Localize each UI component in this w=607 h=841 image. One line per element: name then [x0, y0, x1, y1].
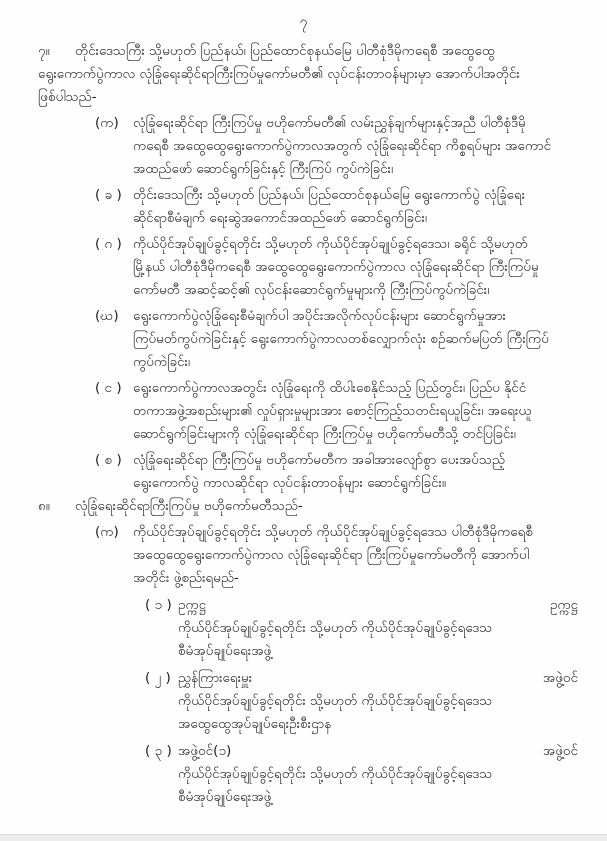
subitem-2-title: ညွှန်ကြားရေးမှူး	[178, 670, 253, 686]
item-8-ka-line-1: ကိုယ်ပိုင်အုပ်ချုပ်ခွင့်ရတိုင်း သို့မဟုတ် ကိုယ်ပိုင်အုပ်ချုပ်ခွင့်ရဒေသ ပါတီစုံဒီမိုကရေစီ	[133, 524, 533, 540]
item-label-kha: ( ခ )	[95, 187, 122, 203]
section-8-heading	[38, 495, 578, 518]
list-item-8-ka	[38, 521, 578, 590]
page-number: ၇	[299, 14, 308, 30]
section-7	[38, 40, 578, 495]
subitem-2-role: အဖွဲ့ဝင်	[542, 670, 578, 686]
item-8-ka-line-3: အတိုင်း ဖွဲ့စည်းရမည်-	[133, 570, 239, 586]
section-7-heading	[38, 40, 578, 63]
subitem-3-label: ( ၃ )	[145, 743, 172, 759]
subitem-3	[38, 740, 578, 809]
list-item-kha	[38, 184, 578, 230]
list-item-ga	[38, 233, 578, 302]
subitem-1-line-2: စီမံအုပ်ချုပ်ရေးအဖွဲ့	[178, 643, 272, 659]
list-item-gha	[38, 305, 578, 374]
subitem-2-line-2: အထွေထွေအုပ်ချုပ်ရေးဦးစီးဌာန	[178, 716, 332, 732]
item-ka-line-3: အထည်ဖော် ဆောင်ရွက်ခြင်းနှင့် ကြီးကြပ် ကွပ်ကဲခြင်း၊	[133, 161, 394, 177]
subitem-2	[38, 667, 578, 736]
section-7-intro-line-2: ရွေးကောက်ပွဲကာလ လုံခြုံရေးဆိုင်ရာကြီးကြပ်မှုကော်မတီ၏ လုပ်ငန်းတာဝန်များမှာ အောက်ပါအတိုင်း	[38, 66, 520, 82]
subitem-2-label: ( ၂ )	[145, 670, 171, 686]
item-label-sa: ( စ )	[95, 452, 122, 468]
list-item-ka	[38, 112, 578, 181]
item-nga-line-3: ဆောင်ရွက်ခြင်းများကို လုံခြုံရေးဆိုင်ရာ ကြီးကြပ်မှု ဗဟိုကော်မတီသို့ တင်ပြခြင်း၊	[133, 426, 516, 442]
item-nga-line-2: တကာအဖွဲ့အစည်းများ၏ လှုပ်ရှားမှုများအား စောင့်ကြည့်သတင်းရယူခြင်း၊ အရေးယူ	[133, 403, 532, 419]
subitem-3-title-row	[178, 740, 578, 763]
item-label-nga: ( င )	[95, 380, 122, 396]
item-nga-line-1: ရွေးကောက်ပွဲကာလအတွင်း လုံခြုံရေးကို ထိပါးစေနိုင်သည့် ပြည်တွင်း၊ ပြည်ပ နိုင်ငံ	[133, 380, 527, 396]
subitem-3-line-1: ကိုယ်ပိုင်အုပ်ချုပ်ခွင့်ရတိုင်း သို့မဟုတ် ကိုယ်ပိုင်အုပ်ချုပ်ခွင့်ရဒေသ	[178, 766, 493, 782]
item-gha-line-1: ရွေးကောက်ပွဲလုံခြုံရေးစီမံချက်ပါ အပိုင်းအလိုက်လုပ်ငန်းများ ဆောင်ရွက်မှုအား	[133, 308, 506, 324]
item-ka-line-2: ကရေစီ အထွေထွေရွေးကောက်ပွဲကာလအတွက် လုံခြုံရေးဆိုင်ရာ ကိစ္စရပ်များ အကောင်	[133, 138, 552, 154]
item-ga-line-2: မြို့နယ် ပါတီစုံဒီမိုကရေစီ အထွေထွေရွေးကောက်ပွဲကာလ လုံခြုံရေးဆိုင်ရာ ကြီးကြပ်မှု	[133, 259, 539, 275]
section-7-intro-line-3: ဖြစ်ပါသည်-	[38, 89, 97, 105]
subitem-3-role: အဖွဲ့ဝင်	[542, 743, 578, 759]
item-kha-line-2: ဆိုင်ရာစီမံချက် ရေးဆွဲအကောင်အထည်ဖော် ဆောင်ရွက်ခြင်း၊	[133, 210, 428, 226]
subitem-2-title-row	[178, 667, 578, 690]
subitem-1	[38, 594, 578, 663]
subitem-1-title: ဥက္ကဋ္ဌ	[178, 597, 207, 613]
section-7-number: ၇။	[38, 43, 50, 59]
section-8	[38, 495, 578, 809]
subitem-1-title-row	[178, 594, 578, 617]
item-ka-line-1: လုံခြုံရေးဆိုင်ရာ ကြီးကြပ်မှု ဗဟိုကော်မတီ၏ လမ်းညွှန်ချက်များနှင့်အညီ ပါတီစုံဒီမို	[133, 115, 526, 131]
subitem-1-label: ( ၁ )	[145, 597, 172, 613]
item-label-ga: ( ဂ )	[95, 236, 122, 252]
list-item-sa	[38, 449, 578, 495]
item-gha-line-3: ကွပ်ကဲခြင်း၊	[133, 354, 191, 370]
section-8-intro-line-1: လုံခြုံရေးဆိုင်ရာကြီးကြပ်မှု ဗဟိုကော်မတီသည်-	[75, 498, 303, 514]
subitem-3-title: အဖွဲ့ဝင်(၁)	[178, 743, 232, 759]
item-8-ka-line-2: အထွေထွေရွေးကောက်ပွဲကာလ လုံခြုံရေးဆိုင်ရာ ကြီးကြပ်မှုကော်မတီကို အောက်ပါ	[133, 547, 530, 563]
section-8-number: ၈။	[38, 498, 50, 514]
subitem-2-line-1: ကိုယ်ပိုင်အုပ်ချုပ်ခွင့်ရတိုင်း သို့မဟုတ် ကိုယ်ပိုင်အုပ်ချုပ်ခွင့်ရဒေသ	[178, 693, 493, 709]
item-gha-line-2: ကြပ်မတ်ကွပ်ကဲခြင်းနှင့် ရွေးကောက်ပွဲကာလတစ်လျှောက်လုံး စဉ်ဆက်မပြတ် ကြီးကြပ်	[133, 331, 549, 347]
item-kha-line-1: တိုင်းဒေသကြီး သို့မဟုတ် ပြည်နယ်၊ ပြည်ထောင်စုနယ်မြေ ရွေးကောက်ပွဲ လုံခြုံရေး	[133, 187, 526, 203]
subitem-1-role: ဥက္ကဋ္ဌ	[549, 597, 578, 613]
section-7-intro-line-1: တိုင်းဒေသကြီး သို့မဟုတ် ပြည်နယ်၊ ပြည်ထောင်စုနယ်မြေ ပါတီစုံဒီမိုကရေစီ အထွေထွေ	[75, 43, 495, 59]
page-content	[38, 40, 578, 809]
page-boundary	[0, 834, 607, 841]
list-item-nga	[38, 377, 578, 446]
item-sa-line-2: ရွေးကောက်ပွဲ ကာလဆိုင်ရာ လုပ်ငန်းတာဝန်များ ဆောင်ရွက်ခြင်း။	[133, 475, 446, 491]
item-label-ka: (က)	[95, 115, 119, 131]
item-label-8-ka: (က)	[95, 524, 119, 540]
item-sa-line-1: လုံခြုံရေးဆိုင်ရာ ကြီးကြပ်မှု ဗဟိုကော်မတီက အခါအားလျော်စွာ ပေးအပ်သည့်	[133, 452, 506, 468]
item-label-gha: (ဃ)	[95, 308, 119, 324]
item-ga-line-1: ကိုယ်ပိုင်အုပ်ချုပ်ခွင့်ရတိုင်း သို့မဟုတ် ကိုယ်ပိုင်အုပ်ချုပ်ခွင့်ရဒေသ၊ ခရိုင် သို့မဟုတ်	[133, 236, 528, 252]
subitem-1-line-1: ကိုယ်ပိုင်အုပ်ချုပ်ခွင့်ရတိုင်း သို့မဟုတ် ကိုယ်ပိုင်အုပ်ချုပ်ခွင့်ရဒေသ	[178, 620, 493, 636]
subitem-3-line-2: စီမံအုပ်ချုပ်ရေးအဖွဲ့	[178, 789, 272, 805]
item-ga-line-3: ကော်မတီ အဆင့်ဆင့်၏ လုပ်ငန်းဆောင်ရွက်မှုများကို ကြီးကြပ်ကွပ်ကဲခြင်း၊	[133, 282, 490, 298]
